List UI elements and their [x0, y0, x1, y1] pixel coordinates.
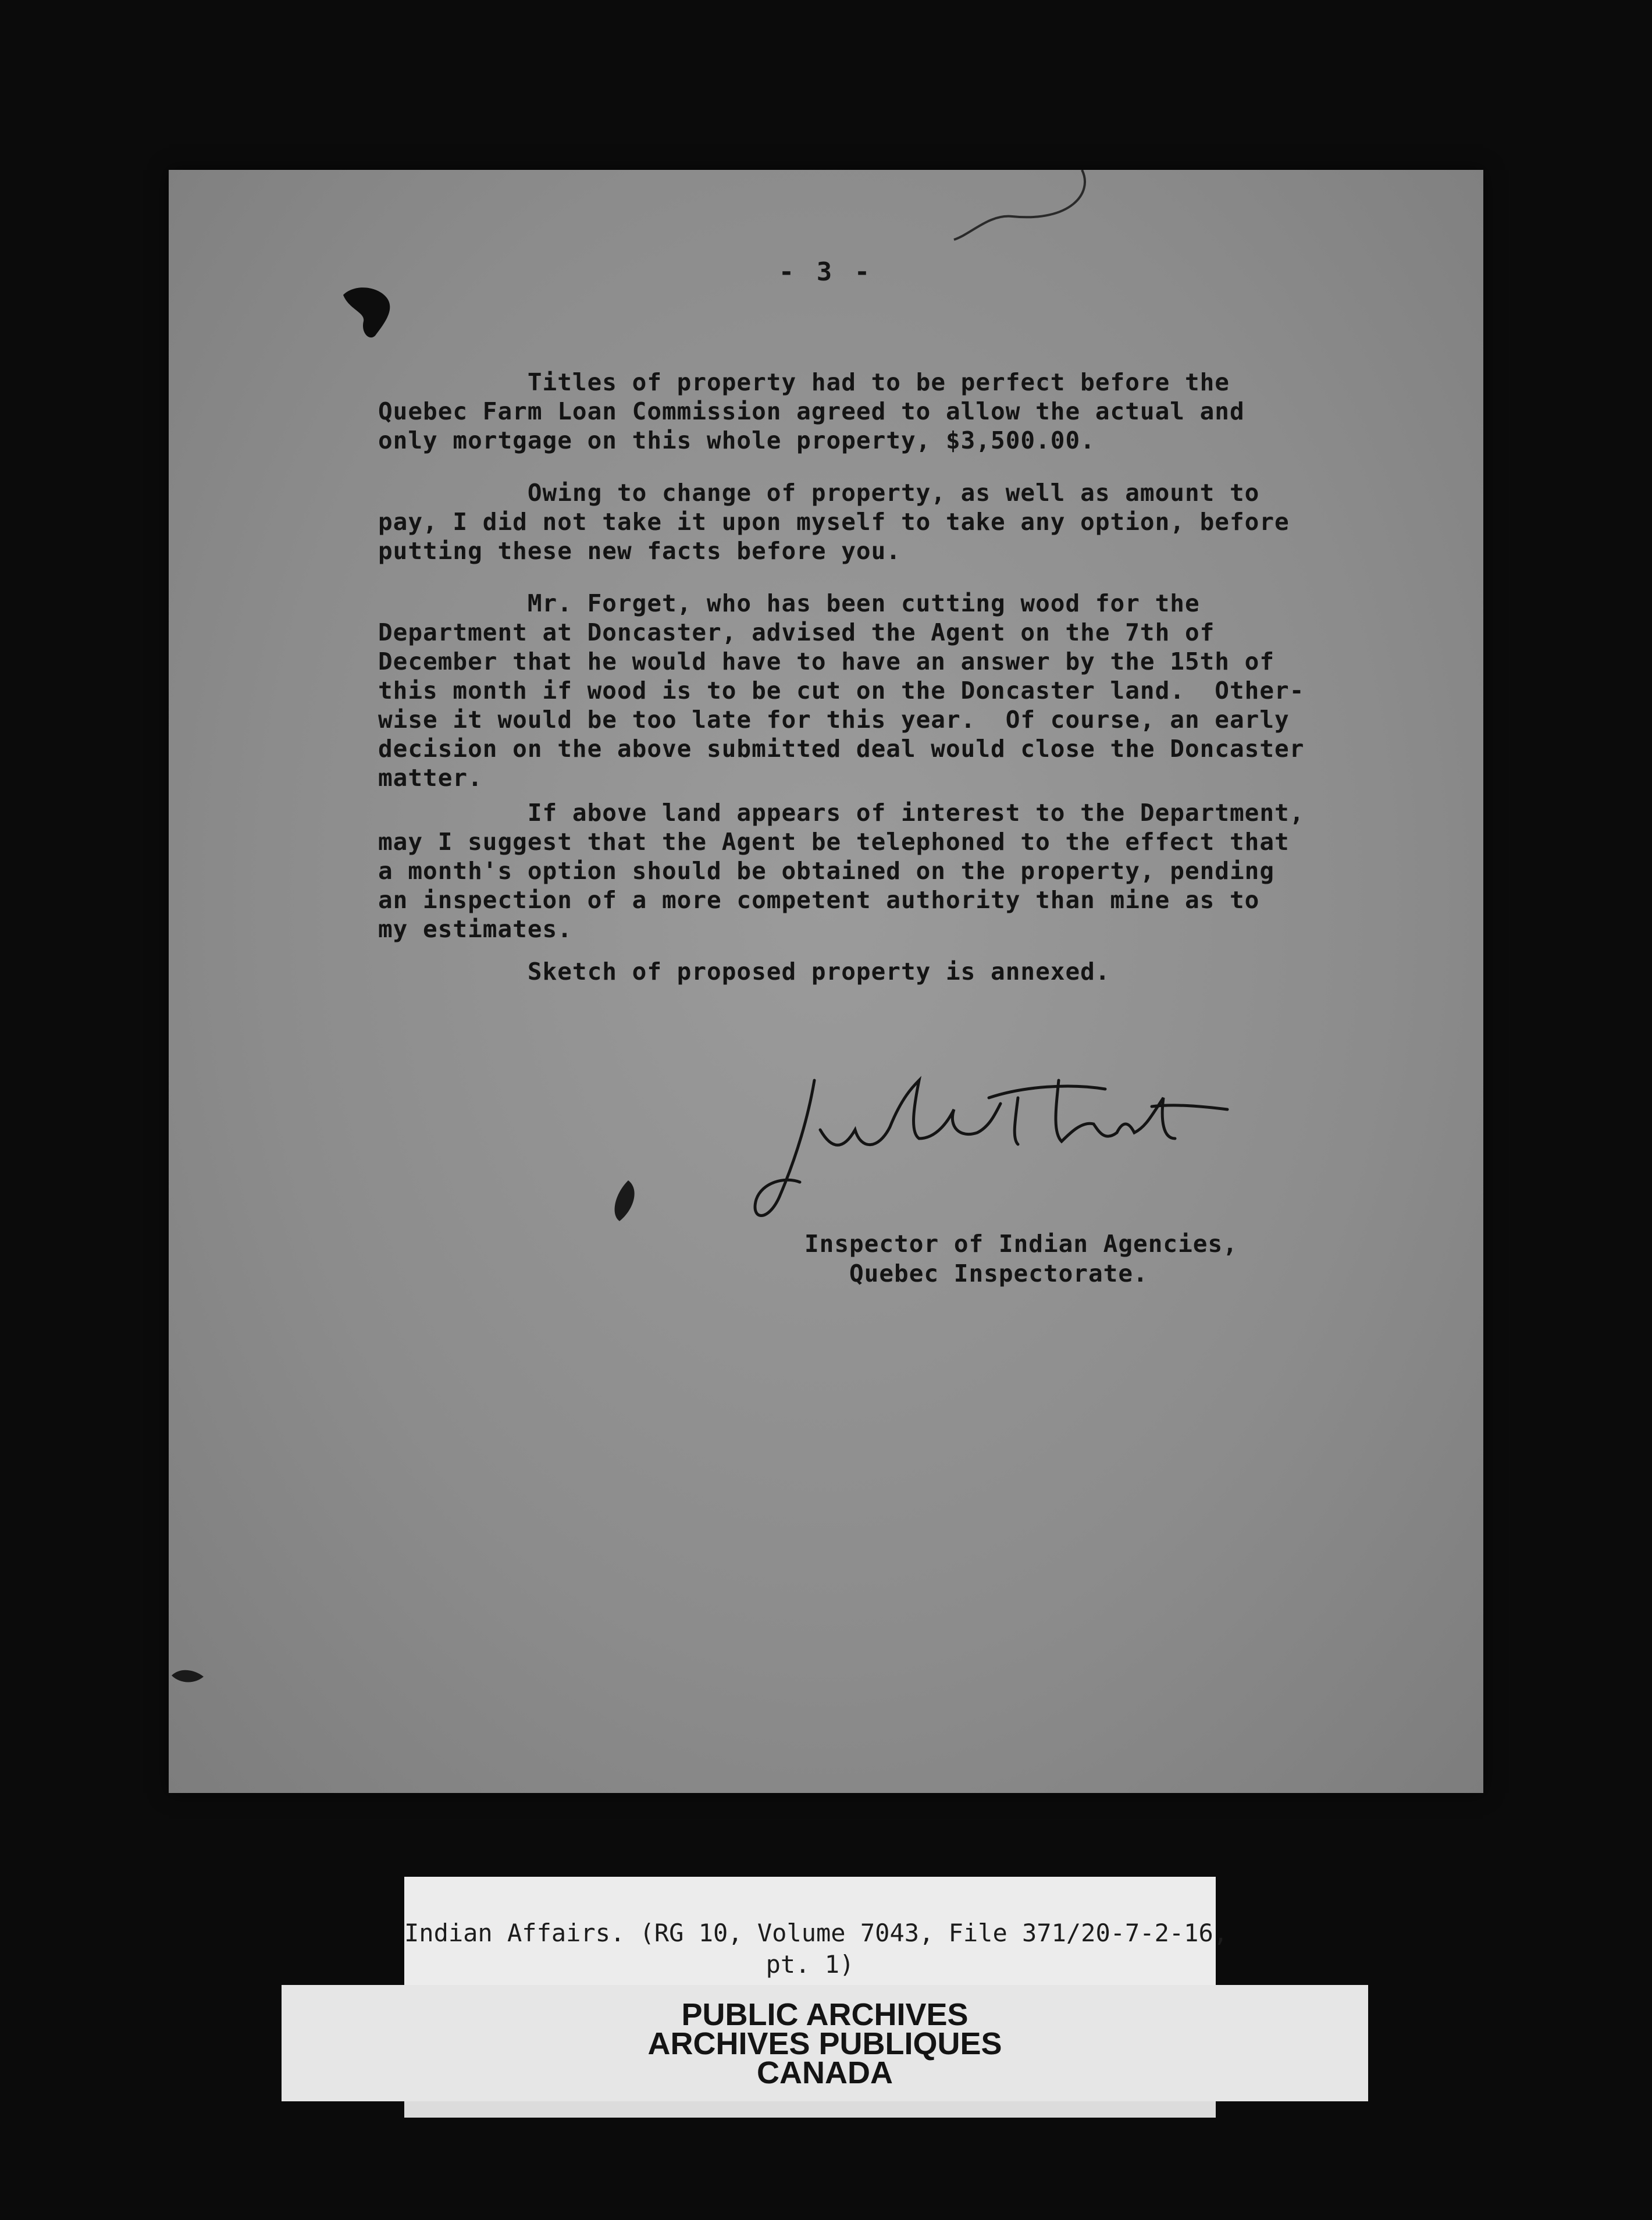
- paragraph-mr-forget: Mr. Forget, who has been cutting wood for the Department at Doncaster, advised the Agent on the 7th of December that he would have to have an answer by the 15th of this month if wood is to be cut on the Doncaster land. Other- wise it would be too late for this year. Of course, an early decision on the above submitted deal would close the Doncaster matter.: [378, 589, 1305, 792]
- ink-smudge-mark: [608, 1177, 643, 1224]
- paragraph-sketch: Sketch of proposed property is annexed.: [378, 958, 1110, 986]
- stamp-line-archives-publiques: ARCHIVES PUBLIQUES: [647, 2026, 1002, 2061]
- margin-ink-mark: [169, 1664, 209, 1687]
- archive-reference-label: [404, 1877, 1229, 1993]
- paragraph-titles: Titles of property had to be perfect before the Quebec Farm Loan Commission agreed to allow the actual and only mortgage on this whole property, $3,500.00.: [378, 368, 1245, 454]
- archive-stamp-text: [282, 1997, 1368, 2090]
- archive-stamp: [282, 1985, 1368, 2101]
- stamp-line-canada: CANADA: [757, 2055, 893, 2090]
- letter-page: [169, 170, 1483, 1793]
- archive-label-footer-strip: [404, 2101, 1216, 2118]
- paragraph-suggestion: If above land appears of interest to the Department, may I suggest that the Agent be telephoned to the effect that a month's option should be obtained on the property, pending an inspection of a more competent authority than mine as to my estimates.: [378, 799, 1305, 943]
- signatory-office: Quebec Inspectorate.: [849, 1260, 1148, 1287]
- pen-stroke-mark: [838, 170, 1187, 246]
- archive-reference-text: Indian Affairs. (RG 10, Volume 7043, File 371/20-7-2-16, pt. 1): [404, 1919, 1229, 1979]
- handwritten-signature: [745, 1063, 1233, 1237]
- paragraph-change-of-property: Owing to change of property, as well as amount to pay, I did not take it upon myself to take any option, before putting these new facts before you.: [378, 479, 1290, 565]
- ink-blot-mark: [337, 283, 407, 341]
- page-number: - 3 -: [778, 257, 874, 287]
- signatory-title: Inspector of Indian Agencies,: [804, 1230, 1238, 1258]
- stamp-line-public-archives: PUBLIC ARCHIVES: [681, 1997, 969, 2032]
